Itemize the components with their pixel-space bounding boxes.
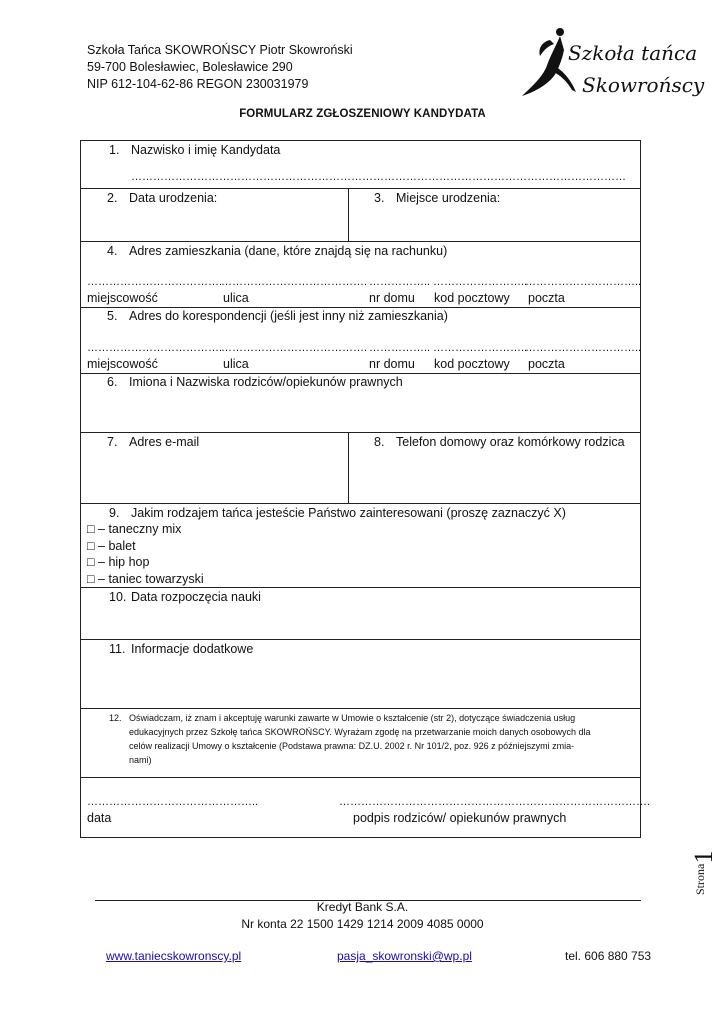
bank-name: Kredyt Bank S.A. <box>316 900 409 914</box>
field-row-birth <box>81 189 640 242</box>
bank-info <box>0 899 725 933</box>
corr-post-caption: poczta <box>528 357 565 371</box>
declaration-line: edukacyjnych przez Szkołę tańca SKOWROŃSCY. Wyrażam zgodę na przetwarzanie moich danych osobowych dla <box>129 727 591 737</box>
phone-number: tel. 606 880 753 <box>565 949 652 963</box>
column-divider <box>348 189 349 242</box>
school-name: Szkoła Tańca SKOWROŃSCY Piotr Skowroński <box>87 43 353 57</box>
field-3-number: 3. <box>374 191 385 205</box>
field-row-name <box>81 141 640 189</box>
corr-street-input-line[interactable]: …………………………………. <box>221 342 368 354</box>
home-street-input-line[interactable]: …………………………………. <box>221 276 368 288</box>
phone-label: Telefon domowy oraz komórkowy rodzica <box>396 435 625 449</box>
declaration-line: Oświadczam, iż znam i akceptuję warunki zawarte w Umowie o kształcenie (str 2), dotyczące świadczenia usług <box>129 713 576 723</box>
bank-account: Nr konta 22 1500 1429 1214 2009 4085 0000 <box>241 917 484 931</box>
corr-house-caption: nr domu <box>369 357 415 371</box>
field-4-number: 4. <box>107 244 118 258</box>
field-5-number: 5. <box>107 309 118 323</box>
date-input-line[interactable]: ……………………………………….. <box>87 796 259 808</box>
declaration-line: celów realizacji Umowy o kształcenie (Podstawa prawna: DZ.U. 2002 r. Nr 101/2, poz. 926 z późniejszymi zmia- <box>129 741 575 751</box>
dance-option-ballroom[interactable]: □ – taniec towarzyski <box>87 571 204 586</box>
home-zip-input-line[interactable]: …………………….. <box>433 276 528 288</box>
page-number: 1 <box>689 850 718 864</box>
home-address-label: Adres zamieszkania (dane, które znajdą się na rachunku) <box>129 244 448 258</box>
dance-type-label: Jakim rodzajem tańca jesteście Państwo zainteresowani (proszę zaznaczyć X) <box>131 506 566 520</box>
field-1-label: Nazwisko i imię Kandydata <box>131 143 281 157</box>
field-8-number: 8. <box>374 435 385 449</box>
field-7-number: 7. <box>107 435 118 449</box>
declaration-line: nami) <box>129 755 152 765</box>
field-row-correspondence <box>81 308 640 374</box>
corr-city-caption: miejscowość <box>87 357 158 371</box>
field-row-home-address <box>81 242 640 308</box>
field-row-dance-type <box>81 504 640 588</box>
field-12-number: 12. <box>109 713 122 723</box>
school-registration: NIP 612-104-62-86 REGON 230031979 <box>87 77 309 91</box>
corr-city-input-line[interactable]: ………………………………. <box>87 342 223 354</box>
dance-options <box>87 521 204 587</box>
signature-input-line[interactable]: …………………………………………………………………………. <box>339 796 651 808</box>
home-post-caption: poczta <box>528 291 565 305</box>
date-caption: data <box>87 811 112 825</box>
page-marker-label: Strona <box>693 863 707 895</box>
dance-option-hiphop[interactable]: □ – hip hop <box>87 555 150 569</box>
home-post-input-line[interactable]: ………………………….. <box>525 276 642 288</box>
signature-caption: podpis rodziców/ opiekunów prawnych <box>353 811 567 825</box>
field-row-start-date <box>81 588 640 640</box>
email-link[interactable]: pasja_skowronski@wp.pl <box>337 949 472 963</box>
field-11-number: 11. <box>109 642 126 656</box>
home-city-input-line[interactable]: ………………………………. <box>87 276 223 288</box>
logo-line1: Szkoła tańca <box>568 41 698 65</box>
school-logo <box>520 20 705 104</box>
email-label: Adres e-mail <box>129 435 200 449</box>
birth-place-label: Miejsce urodzenia: <box>396 191 501 205</box>
application-form <box>80 140 651 838</box>
parents-label: Imiona i Nazwiska rodziców/opiekunów prawnych <box>129 375 403 389</box>
field-row-declaration <box>81 709 640 778</box>
home-zip-caption: kod pocztowy <box>434 291 510 305</box>
corr-zip-caption: kod pocztowy <box>434 357 510 371</box>
logo-line2: Skowrońscy <box>582 73 705 97</box>
birth-date-label: Data urodzenia: <box>129 191 218 205</box>
field-10-number: 10. <box>109 590 127 604</box>
home-house-input-line[interactable]: …………….. <box>369 276 431 288</box>
home-house-caption: nr domu <box>369 291 415 305</box>
field-row-contact <box>81 433 640 504</box>
dance-option-ballet[interactable]: □ – balet <box>87 538 136 553</box>
additional-info-label: Informacje dodatkowe <box>131 642 254 656</box>
correspondence-address-label: Adres do korespondencji (jeśli jest inny niż zamieszkania) <box>129 309 448 323</box>
school-address: 59-700 Bolesławiec, Bolesławice 290 <box>87 60 293 74</box>
declaration-text <box>129 711 590 767</box>
corr-zip-input-line[interactable]: …………………….. <box>433 342 528 354</box>
field-1-input-line[interactable]: ……………………………………………………………………………………………………………………… <box>131 171 626 183</box>
corr-house-input-line[interactable]: …………….. <box>369 342 431 354</box>
field-row-parents <box>81 374 640 433</box>
school-header <box>87 42 353 93</box>
field-row-additional-info <box>81 640 640 709</box>
field-6-number: 6. <box>107 375 118 389</box>
website-link[interactable]: www.taniecskowronscy.pl <box>106 949 242 963</box>
corr-post-input-line[interactable]: ………………………….. <box>525 342 642 354</box>
home-city-caption: miejscowość <box>87 291 158 305</box>
home-street-caption: ulica <box>223 291 249 305</box>
signature-row <box>81 778 651 838</box>
field-9-number: 9. <box>109 506 120 520</box>
dance-option-mix[interactable]: □ – taneczny mix <box>87 522 182 536</box>
field-1-number: 1. <box>109 143 120 157</box>
corr-street-caption: ulica <box>223 357 249 371</box>
start-date-label: Data rozpoczęcia nauki <box>131 590 261 604</box>
form-title: FORMULARZ ZGŁOSZENIOWY KANDYDATA <box>239 108 486 120</box>
field-2-number: 2. <box>107 191 118 205</box>
column-divider <box>348 433 349 504</box>
